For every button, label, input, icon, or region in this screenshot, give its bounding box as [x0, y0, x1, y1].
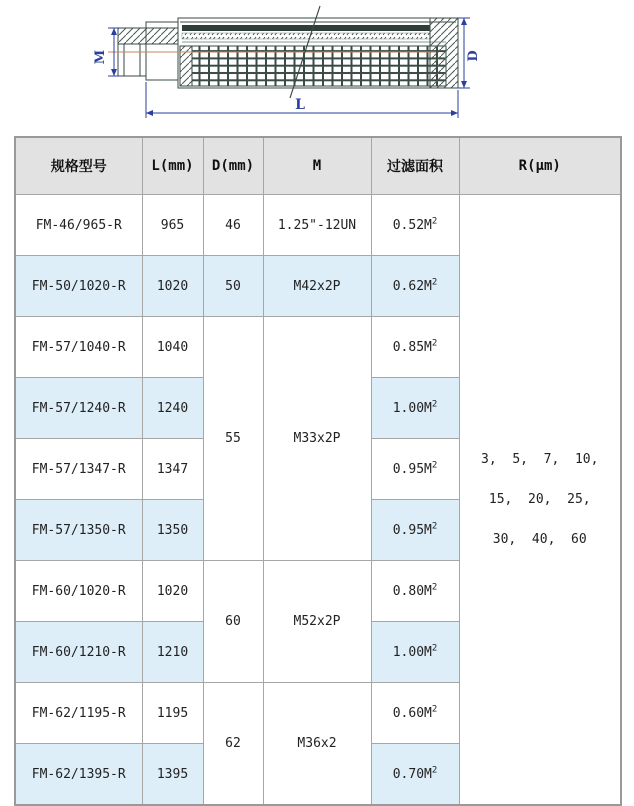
header-micron-rating: R(μm) [459, 137, 621, 195]
cell-filter-area [371, 256, 459, 317]
cell-thread: M42x2P [263, 256, 371, 317]
filter-drawing-svg [0, 0, 634, 134]
cell-length: 1210 [142, 622, 203, 683]
cell-thread-merged: M36x2 [263, 683, 371, 806]
area-value: 0.80M [392, 583, 432, 599]
micron-line: 15, 20, 25, [488, 492, 591, 507]
dimension-d-label: D [466, 50, 481, 62]
cell-filter-area [371, 561, 459, 622]
area-superscript: 2 [431, 399, 438, 410]
cell-length: 1395 [142, 744, 203, 806]
area-superscript: 2 [431, 582, 438, 593]
header-row [15, 137, 621, 195]
cell-length: 965 [142, 195, 203, 256]
cell-diameter-merged: 55 [203, 317, 263, 561]
header-length: L(mm) [142, 137, 203, 195]
cell-length: 1350 [142, 500, 203, 561]
cell-length: 1240 [142, 378, 203, 439]
cell-thread-merged: M33x2P [263, 317, 371, 561]
dimension-l [146, 82, 458, 118]
area-value: 0.60M [392, 705, 432, 721]
cell-model: FM-57/1240-R [15, 378, 142, 439]
area-superscript: 2 [431, 460, 438, 471]
micron-line: 30, 40, 60 [492, 532, 587, 547]
cell-diameter-merged: 60 [203, 561, 263, 683]
table-row [15, 195, 621, 256]
cell-length: 1020 [142, 256, 203, 317]
filter-body [178, 18, 458, 88]
cell-thread-merged: M52x2P [263, 561, 371, 683]
cell-length: 1195 [142, 683, 203, 744]
area-superscript: 2 [431, 277, 438, 288]
cell-length: 1040 [142, 317, 203, 378]
area-superscript: 2 [431, 765, 438, 776]
area-value: 0.95M [392, 522, 432, 538]
cell-filter-area [371, 195, 459, 256]
cell-model: FM-57/1350-R [15, 500, 142, 561]
cell-model: FM-62/1395-R [15, 744, 142, 806]
area-value: 1.00M [392, 400, 432, 416]
thread-fitting [118, 22, 178, 80]
spec-table [14, 136, 622, 806]
area-superscript: 2 [431, 643, 438, 654]
cell-diameter-merged: 62 [203, 683, 263, 806]
cell-filter-area [371, 439, 459, 500]
cell-model: FM-57/1040-R [15, 317, 142, 378]
area-superscript: 2 [431, 338, 438, 349]
cell-model: FM-62/1195-R [15, 683, 142, 744]
dimension-d [458, 18, 481, 88]
cell-filter-area [371, 683, 459, 744]
cell-filter-area [371, 744, 459, 806]
area-superscript: 2 [431, 216, 438, 227]
cell-model: FM-46/965-R [15, 195, 142, 256]
dimension-l-label: L [295, 97, 305, 113]
cell-diameter: 50 [203, 256, 263, 317]
cell-filter-area [371, 622, 459, 683]
cell-thread: 1.25"-12UN [263, 195, 371, 256]
micron-rating-values [461, 452, 620, 547]
area-value: 0.70M [392, 766, 432, 782]
area-value: 0.52M [392, 217, 432, 233]
area-value: 0.62M [392, 278, 432, 294]
area-superscript: 2 [431, 704, 438, 715]
header-thread: M [263, 137, 371, 195]
cell-model: FM-50/1020-R [15, 256, 142, 317]
cell-diameter: 46 [203, 195, 263, 256]
header-model: 规格型号 [15, 137, 142, 195]
cell-length: 1347 [142, 439, 203, 500]
cell-filter-area [371, 378, 459, 439]
cell-micron-rating [459, 195, 621, 806]
micron-line: 3, 5, 7, 10, [481, 452, 599, 467]
area-value: 0.95M [392, 461, 432, 477]
cell-model: FM-60/1210-R [15, 622, 142, 683]
cell-length: 1020 [142, 561, 203, 622]
cell-filter-area [371, 317, 459, 378]
area-value: 1.00M [392, 644, 432, 660]
filter-element-drawing [0, 0, 634, 134]
area-superscript: 2 [431, 521, 438, 532]
header-diameter: D(mm) [203, 137, 263, 195]
dimension-m-label: M [93, 49, 108, 65]
cell-filter-area [371, 500, 459, 561]
cell-model: FM-60/1020-R [15, 561, 142, 622]
cell-model: FM-57/1347-R [15, 439, 142, 500]
area-value: 0.85M [392, 339, 432, 355]
header-filter-area: 过滤面积 [371, 137, 459, 195]
